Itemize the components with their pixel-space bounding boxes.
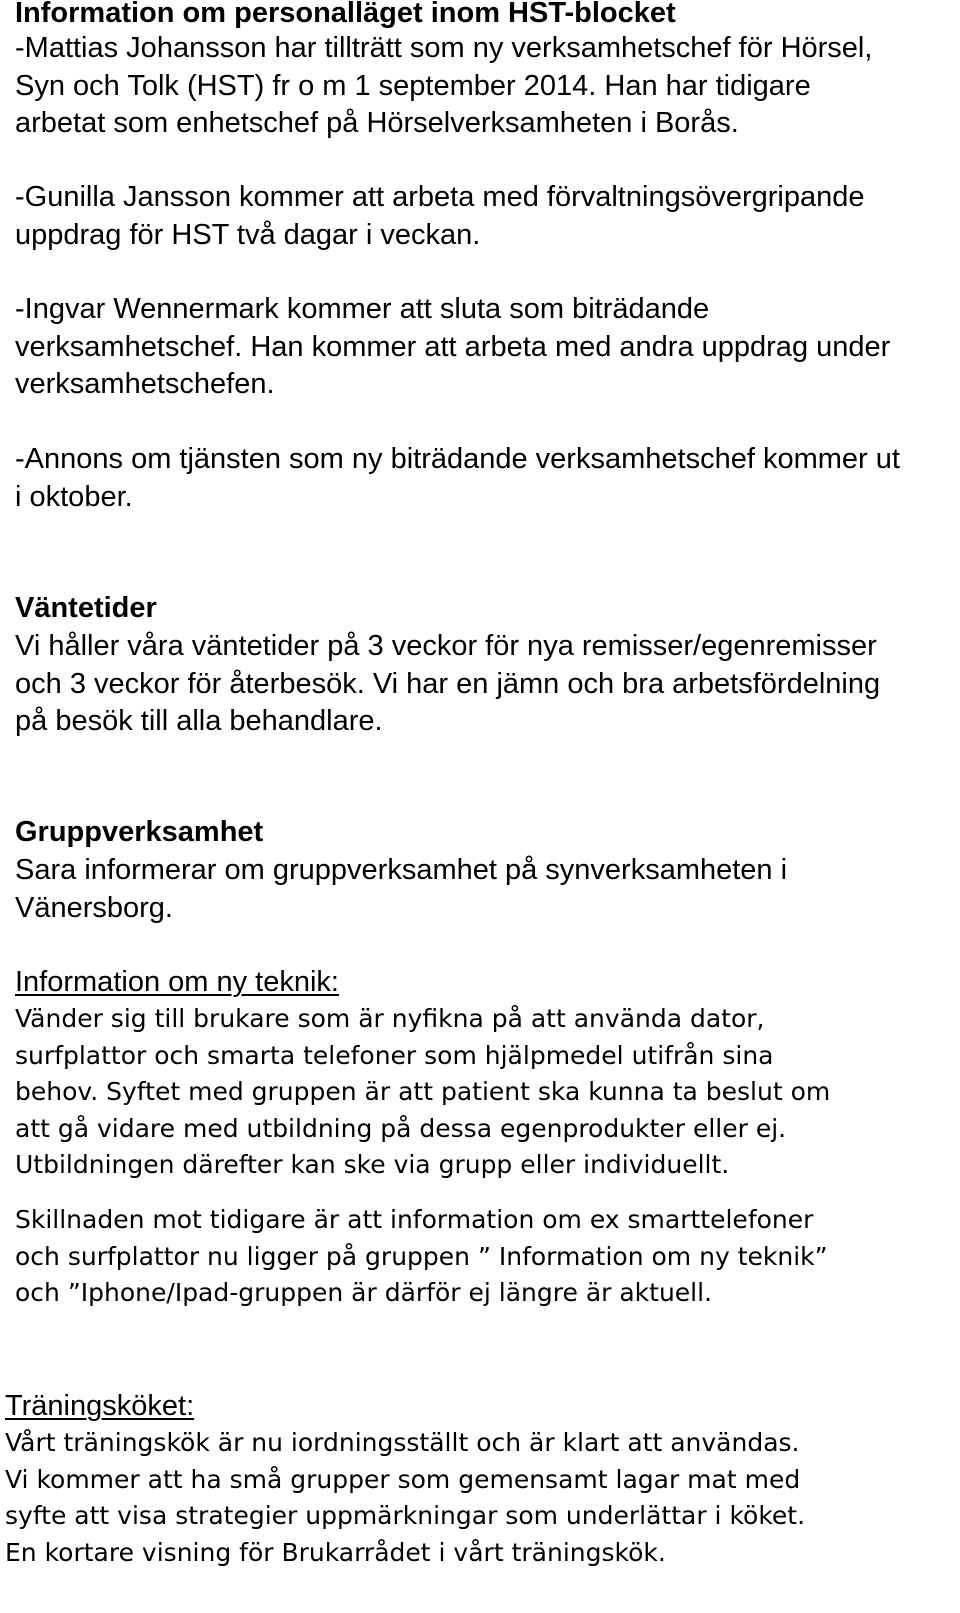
- text-line: behov. Syftet med gruppen är att patient ska kunna ta beslut om: [15, 1077, 831, 1106]
- trainingskok-heading: Träningsköket:: [5, 1390, 195, 1422]
- text-line: verksamhetschefen.: [15, 368, 275, 400]
- text-line: -Gunilla Jansson kommer att arbeta med förvaltningsövergripande: [15, 181, 865, 213]
- text-line: verksamhetschef. Han kommer att arbeta med andra uppdrag under: [15, 330, 891, 363]
- text-line: och ”Iphone/Ipad-gruppen är därför ej längre är aktuell.: [15, 1278, 713, 1307]
- personal-paragraph-2: [15, 179, 864, 254]
- text-line: Utbildningen därefter kan ske via grupp eller individuellt.: [15, 1150, 730, 1179]
- text-line: Vi kommer att ha små grupper som gemensamt lagar mat med: [5, 1464, 801, 1494]
- text-line: och surfplattor nu ligger på gruppen ” Information om ny teknik”: [15, 1241, 828, 1271]
- text-line: arbetat som enhetschef på Hörselverksamheten i Borås.: [15, 107, 739, 139]
- text-line: Vi håller våra väntetider på 3 veckor för nya remisser/egenremisser: [15, 630, 877, 662]
- text-line: Syn och Tolk (HST) fr o m 1 september 2014. Han har tidigare: [15, 69, 811, 102]
- text-line: surfplattor och smarta telefoner som hjälpmedel utifrån sina: [15, 1040, 774, 1070]
- text-line: -Ingvar Wennermark kommer att sluta som biträdande: [15, 293, 710, 325]
- text-line: En kortare visning för Brukarrådet i vårt träningskök.: [5, 1537, 666, 1567]
- vantetider-paragraph: [15, 628, 880, 741]
- vantetider-heading: Väntetider: [15, 592, 157, 624]
- text-line: och 3 veckor för återbesök. Vi har en jämn och bra arbetsfördelning: [15, 667, 881, 700]
- teknik-paragraph-2: [15, 1202, 828, 1312]
- text-line: uppdrag för HST två dagar i veckan.: [15, 218, 481, 251]
- text-line: -Annons om tjänsten som ny biträdande verksamhetschef kommer ut: [15, 443, 900, 475]
- text-line: -Mattias Johansson har tillträtt som ny verksamhetschef för Hörsel,: [15, 32, 873, 64]
- text-line: Vänersborg.: [15, 891, 173, 924]
- personal-paragraph-3: [15, 291, 890, 404]
- text-line: Vänder sig till brukare som är nyfikna på att använda dator,: [15, 1004, 765, 1033]
- text-line: i oktober.: [15, 480, 133, 513]
- personal-heading: Information om personalläget inom HST-blocket: [15, 0, 676, 29]
- grupp-paragraph: [15, 852, 787, 927]
- personal-paragraph-4: [15, 441, 900, 516]
- grupp-heading: Gruppverksamhet: [15, 816, 264, 848]
- text-line: Vårt träningskök är nu iordningsställt och är klart att användas.: [5, 1428, 800, 1457]
- text-line: på besök till alla behandlare.: [15, 705, 383, 737]
- teknik-heading: Information om ny teknik:: [15, 966, 339, 998]
- trainingskok-paragraph: [5, 1425, 805, 1571]
- text-line: att gå vidare med utbildning på dessa egenprodukter eller ej.: [15, 1113, 787, 1143]
- text-line: syfte att visa strategier uppmärkningar som underlättar i köket.: [5, 1501, 806, 1530]
- text-line: Sara informerar om gruppverksamhet på synverksamheten i: [15, 854, 788, 886]
- teknik-paragraph-1: [15, 1001, 830, 1184]
- personal-paragraph-1: [15, 30, 872, 143]
- text-line: Skillnaden mot tidigare är att information om ex smarttelefoner: [15, 1205, 814, 1234]
